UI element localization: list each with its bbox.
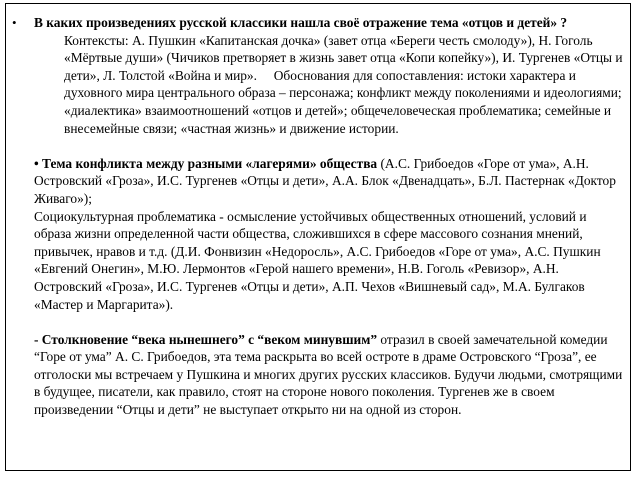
blank-line — [34, 137, 626, 155]
contexts-paragraph — [34, 32, 626, 138]
camps-heading: • Тема конфликта между разными «лагерями» общества — [34, 155, 378, 171]
question-paragraph — [34, 14, 626, 32]
question-title: В каких произведениях русской классики нашла своё отражение тема «отцов и детей» ? — [34, 15, 568, 30]
ages-body: отразил в своей замечательной комедии “Горе от ума” А. С. Грибоедов, эта тема раскрыта во всей остроте в драме Островского “Гроза”, ее отголоски мы встречаем у Пушкина и многих других русских классиков. Будучи людьми, смотрящими в будущее, писатели, как правило, стоят на стороне нового поколения. Тургенев же в своем произведении “Отцы и дети” не выступает открыто ни на одной из сторон. — [34, 331, 623, 418]
document-text — [34, 14, 626, 419]
contexts-text: Контексты: А. Пушкин «Капитанская дочка» (завет отца «Береги честь смолоду»), Н. Гоголь «Мёртвые души» (Чичиков претворяет в жизнь завет отца «Копи копейку»), И. Тургенев «Отцы и дети», Л. Толстой «Война и мир». — [64, 32, 623, 83]
ages-heading: - Столкновение “века нынешнего” с “веком минувшим” — [34, 331, 378, 347]
grounds-text: Обоснования для сопоставления: истоки характера и духовного мира центрального образа – персонажа; конфликт между поколениями и идеологиями; «диалектика» взаимоотношений «отцов и детей»; общечеловеческая проблематика; семейные и внесемейные связи; «частная жизнь» и движение истории. — [64, 67, 622, 136]
ages-paragraph — [34, 331, 626, 419]
list-bullet: • — [12, 15, 17, 30]
sociocultural-paragraph: Социокультурная проблематика - осмысление устойчивых общественных отношений, условий и образа жизни определенной части общества, сложившихся в сфере массового сознания мнений, привычек, нравов и т.д. (Д.И. Фонвизин «Недоросль», А.С. Грибоедов «Горе от ума», А.С. Пушкин «Евгений Онегин», М.Ю. Лермонтов «Герой нашего времени», Н.В. Гоголь «Ревизор», А.Н. Островский «Гроза», И.С. Тургенев «Отцы и дети», А.П. Чехов «Вишневый сад», М.А. Булгаков «Мастер и Маргарита»). — [34, 208, 601, 312]
camps-works: (А.С. Грибоедов «Горе от ума», А.Н. Островский «Гроза», И.С. Тургенев «Отцы и дети», А.А. Блок «Двенадцать», Б.Л. Пастернак «Доктор Живаго»); — [34, 155, 616, 206]
blank-line — [34, 313, 626, 331]
camps-paragraph — [34, 155, 626, 208]
